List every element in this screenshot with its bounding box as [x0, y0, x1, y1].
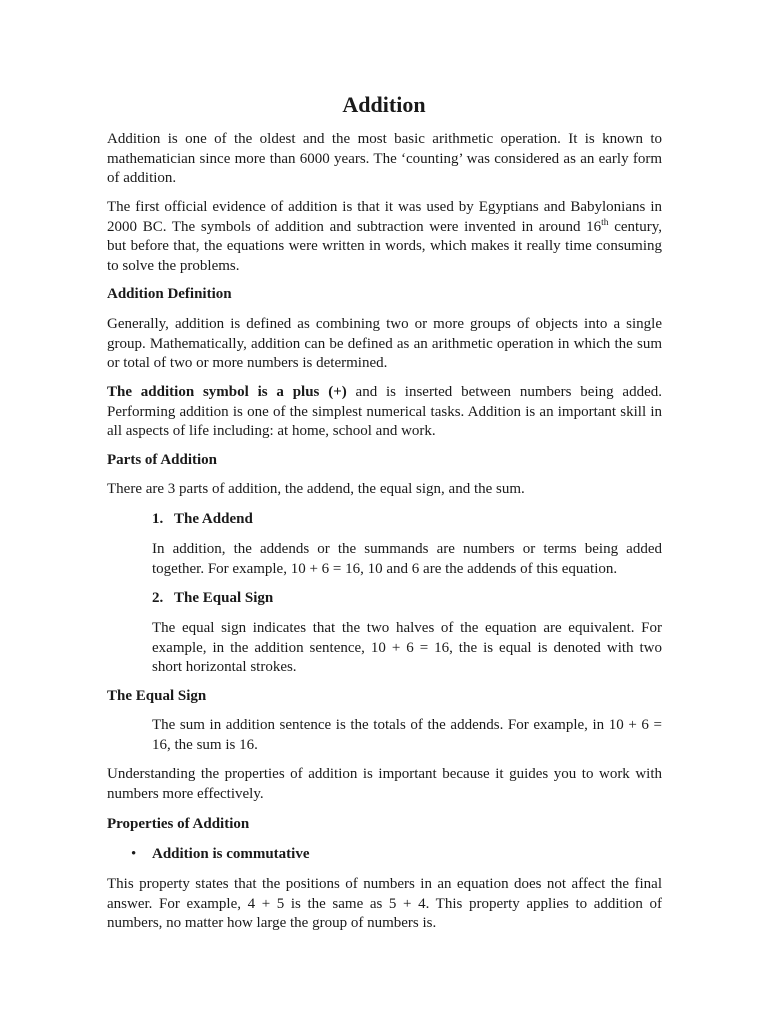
- paragraph-line: The equal sign indicates that the two halves of the equation are equivalent. For: [152, 620, 662, 636]
- list-item-equal-sign: [152, 589, 662, 609]
- paragraph-line: Generally, addition is defined as combining two or more groups of objects into a single: [107, 316, 662, 332]
- bold-statement: The addition symbol is a plus (+): [107, 384, 347, 400]
- paragraph-line: to solve the problems.: [107, 257, 240, 274]
- paragraph-line: of addition.: [107, 170, 177, 186]
- bullet-item-title: Addition is commutative: [152, 846, 310, 862]
- paragraph-line: Performing addition is one of the simplest numerical tasks. Addition is an important skill in: [107, 403, 662, 420]
- heading-text: The Equal Sign: [107, 688, 207, 704]
- list-bullet: •: [131, 846, 137, 862]
- paragraph-line: numbers more effectively.: [107, 785, 264, 802]
- paragraph-line: The first official evidence of addition is that it was used by Egyptians and Babylonians in: [107, 199, 662, 215]
- paragraph-line: but before that, the equations were written in words, which makes it really time consuming: [107, 238, 662, 254]
- section-heading-parts: [107, 451, 662, 471]
- paragraph-line: together. For example, 10 + 6 = 16, 10 and 6 are the addends of this equation.: [152, 560, 618, 577]
- list-item-title: The Addend: [174, 511, 253, 527]
- definition-paragraph: [107, 315, 662, 374]
- list-number: 1.: [152, 511, 164, 527]
- paragraph-line: In addition, the addends or the summands are numbers or terms being added: [152, 541, 662, 557]
- symbol-paragraph: [107, 383, 662, 442]
- section-heading-properties: [107, 815, 662, 835]
- paragraph-line: numbers, no matter how large the group of numbers is.: [107, 915, 437, 931]
- addend-paragraph: [152, 540, 662, 579]
- paragraph-line: [107, 383, 662, 403]
- paragraph-line: all aspects of life including: at home, school and work.: [107, 423, 436, 439]
- intro-paragraph: [107, 130, 662, 189]
- paragraph-line: answer. For example, 4 + 5 is the same as 5 + 4. This property applies to addition of: [107, 895, 662, 912]
- paragraph-line: 16, the sum is 16.: [152, 736, 258, 753]
- section-heading-sum: [107, 687, 662, 707]
- equal-sign-paragraph: [152, 619, 662, 678]
- ordinal-superscript: th: [601, 217, 609, 228]
- paragraph-line: group. Mathematically, addition can be defined as an arithmetic operation in which the sum: [107, 335, 662, 352]
- paragraph-line: There are 3 parts of addition, the addend, the equal sign, and the sum.: [107, 481, 525, 497]
- paragraph-line: mathematician since more than 6000 years. The ‘counting’ was considered as an early form: [107, 150, 662, 167]
- paragraph-line: [107, 218, 662, 238]
- paragraph-line: Understanding the properties of addition is important because it guides you to work with: [107, 766, 662, 782]
- heading-text: Addition Definition: [107, 286, 232, 302]
- parts-intro-paragraph: [107, 480, 662, 500]
- properties-intro-paragraph: [107, 765, 662, 804]
- list-item-addend: [152, 510, 662, 530]
- document-title: Addition: [342, 92, 426, 117]
- line-text: century,: [608, 218, 662, 235]
- line-text: 2000 BC. The symbols of addition and subtraction were invented in around 16: [107, 218, 602, 235]
- history-paragraph: [107, 198, 662, 276]
- line-text: and is inserted between numbers being added.: [346, 384, 662, 400]
- list-item-heading: [152, 510, 662, 530]
- bullet-item-commutative: [131, 845, 662, 865]
- section-heading-definition: [107, 285, 662, 305]
- list-item-heading: [152, 589, 662, 609]
- paragraph-line: example, in the addition sentence, 10 + 6 = 16, the is equal is denoted with two: [152, 639, 662, 656]
- list-item-title: The Equal Sign: [174, 590, 274, 606]
- heading-text: Parts of Addition: [107, 452, 218, 468]
- list-number: 2.: [152, 590, 164, 606]
- paragraph-line: short horizontal strokes.: [152, 659, 297, 675]
- paragraph-line: or total of two or more numbers is determined.: [107, 355, 388, 371]
- commutative-paragraph: [107, 875, 662, 934]
- heading-text: Properties of Addition: [107, 816, 250, 832]
- paragraph-line: Addition is one of the oldest and the most basic arithmetic operation. It is known to: [107, 131, 662, 147]
- paragraph-line: The sum in addition sentence is the totals of the addends. For example, in 10 + 6 =: [152, 717, 662, 733]
- paragraph-line: This property states that the positions of numbers in an equation does not affect the final: [107, 876, 662, 892]
- sum-paragraph: [152, 716, 662, 755]
